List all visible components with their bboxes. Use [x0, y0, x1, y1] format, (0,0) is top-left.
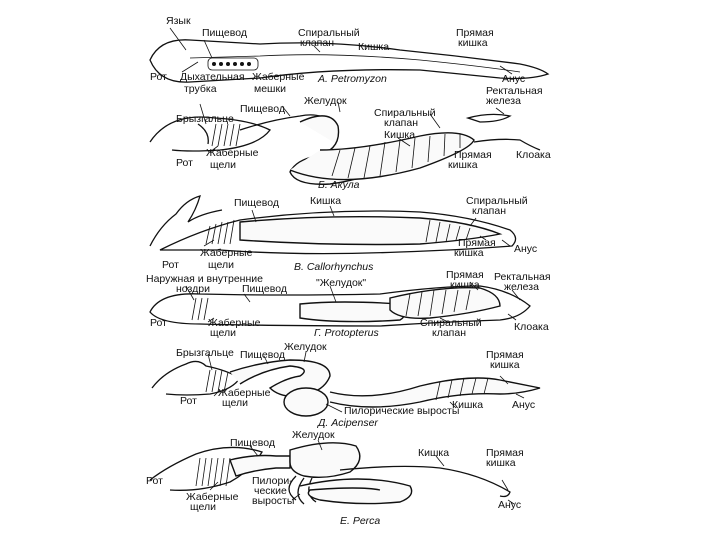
label-spiral-valve-1: Спиральный: [374, 107, 436, 119]
label-anus: Анус: [512, 399, 536, 411]
label-rectum-2: кишка: [454, 247, 484, 259]
label-gill-slits-1: Жаберные: [200, 247, 253, 259]
label-rectum-1: Прямая: [486, 447, 524, 459]
label-pyloric-2: ческие: [254, 485, 287, 497]
label-gill-slits-2: щели: [210, 159, 237, 171]
perca-esophagus: [230, 456, 290, 477]
panel-callorhynchus: [150, 195, 537, 273]
panel-acipenser: [152, 341, 540, 429]
label-mouth: Рот: [180, 395, 197, 407]
label-spiracle: Брызгальце: [176, 347, 234, 359]
caption-perca: Е. Perca: [340, 515, 381, 527]
panel-protopterus: [146, 269, 551, 339]
label-rectal-gland-2: железа: [486, 95, 521, 107]
label-stomach: Желудок: [292, 429, 335, 441]
label-rectal-gland-2: железа: [504, 281, 539, 293]
shark-spiral-intestine: [290, 133, 474, 180]
label-intestine: Кишка: [452, 399, 484, 411]
label-anus: Анус: [514, 243, 538, 255]
label-intestine: Кишка: [358, 41, 390, 53]
label-anus: Анус: [502, 73, 526, 85]
label-tongue: Язык: [166, 15, 191, 27]
panel-petromyzon: [150, 15, 548, 95]
caption-protopterus: Г. Protopterus: [314, 327, 379, 339]
label-mouth: Рот: [176, 157, 193, 169]
perca-intestine: [300, 479, 412, 504]
label-cloaca: Клоака: [516, 149, 551, 161]
label-intestine: Кишка: [384, 129, 416, 141]
label-spiracle: Брызгальце: [176, 113, 234, 125]
label-spiral-valve-1: Спиральный: [298, 27, 360, 39]
label-spiral-valve-1: Спиральный: [420, 317, 482, 329]
label-gill-slits-1: Жаберные: [208, 317, 261, 329]
label-gill-pouches-2: мешки: [254, 83, 286, 95]
petromyzon-gill-dots: [212, 62, 251, 66]
label-spiral-valve-2: клапан: [472, 205, 507, 217]
acipenser-intestine: [330, 378, 540, 407]
label-stomach: Желудок: [284, 341, 327, 353]
label-esophagus: Пищевод: [202, 27, 247, 39]
perca-stomach: [290, 443, 360, 478]
label-esophagus: Пищевод: [240, 103, 285, 115]
label-rectum-2: кишка: [490, 359, 520, 371]
caption-acipenser: Д. Acipenser: [318, 417, 378, 429]
protopterus-gill-slits: [192, 298, 208, 320]
label-gill-pouches-1: Жаберные: [252, 71, 305, 83]
shark-rectal-gland: [468, 114, 510, 122]
label-anus: Анус: [498, 499, 522, 511]
label-mouth: Рот: [150, 317, 167, 329]
label-gill-slits-1: Жаберные: [206, 147, 259, 159]
label-mouth: Рот: [150, 71, 167, 83]
label-pyloric-3: выросты: [252, 495, 295, 507]
label-rectal-gland-1: Ректальная: [486, 85, 543, 97]
label-stomach: "Желудок": [316, 277, 367, 289]
label-resp-tube-2: трубка: [184, 83, 217, 95]
protopterus-stomach: [300, 302, 405, 322]
caption-callorhynchus: В. Callorhynchus: [294, 261, 374, 273]
label-rectum-2: кишка: [486, 457, 516, 469]
label-rectum-2: кишка: [458, 37, 488, 49]
label-esophagus: Пищевод: [240, 349, 285, 361]
label-rectum-2: кишка: [450, 279, 480, 291]
label-intestine: Кишка: [310, 195, 342, 207]
label-rectum-1: Прямая: [454, 149, 492, 161]
label-rectum-1: Прямая: [458, 237, 496, 249]
label-gill-slits-2: щели: [190, 501, 217, 513]
label-rectum-1: Прямая: [486, 349, 524, 361]
label-spiral-valve-2: клапан: [300, 37, 335, 49]
label-pyloric-1: Пилори-: [252, 475, 293, 487]
label-nostrils-1: Наружная и внутренние: [146, 273, 263, 285]
panel-perca: [146, 429, 524, 527]
label-rectal-gland-1: Ректальная: [494, 271, 551, 283]
label-stomach: Желудок: [304, 95, 347, 107]
label-cloaca: Клоака: [514, 321, 549, 333]
label-spiral-valve-1: Спиральный: [466, 195, 528, 207]
label-gill-slits-2: щели: [222, 397, 249, 409]
caption-petromyzon: А. Petromyzon: [318, 73, 387, 85]
panel-shark: [150, 85, 551, 191]
label-rectum-1: Прямая: [456, 27, 494, 39]
label-mouth: Рот: [162, 259, 179, 271]
label-gill-slits-1: Жаберные: [186, 491, 239, 503]
label-esophagus: Пищевод: [234, 197, 279, 209]
label-mouth: Рот: [146, 475, 163, 487]
label-gill-slits-2: щели: [210, 327, 237, 339]
callorhynchus-gill-slits: [206, 220, 234, 244]
label-rectum-1: Прямая: [446, 269, 484, 281]
label-intestine: Кишка: [418, 447, 450, 459]
label-esophagus: Пищевод: [242, 283, 287, 295]
label-gill-slits-2: щели: [208, 259, 235, 271]
label-pyloric-caeca: Пилорические выросты: [344, 405, 460, 417]
shark-gill-slits: [212, 124, 240, 146]
label-esophagus: Пищевод: [230, 437, 275, 449]
label-resp-tube-1: Дыхательная: [180, 71, 245, 83]
caption-shark: Б. Акула: [318, 179, 360, 191]
label-spiral-valve-2: клапан: [432, 327, 467, 339]
label-rectum-2: кишка: [448, 159, 478, 171]
acipenser-pyloric-caeca: [284, 388, 328, 416]
perca-gill-slits: [196, 458, 230, 486]
label-spiral-valve-2: клапан: [384, 117, 419, 129]
label-gill-slits-1: Жаберные: [218, 387, 271, 399]
label-nostrils-2: ноздри: [176, 283, 210, 295]
